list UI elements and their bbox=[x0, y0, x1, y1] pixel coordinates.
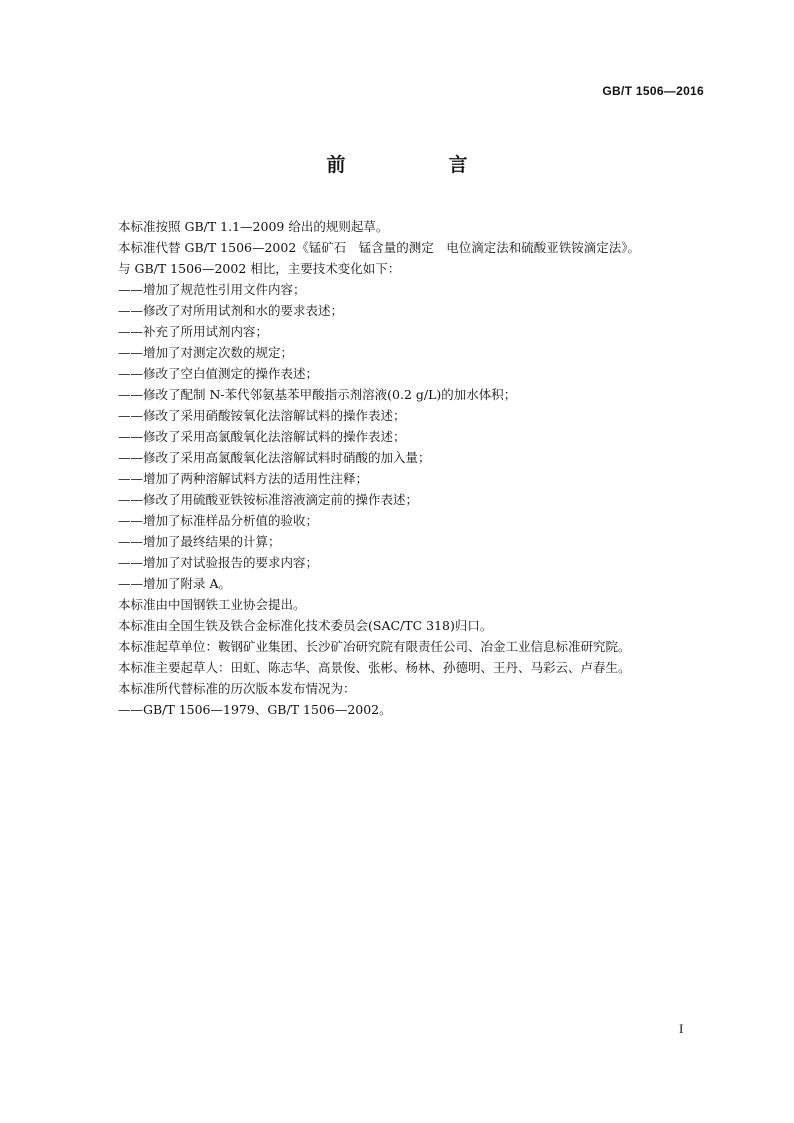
change-item: ——修改了采用高氯酸氧化法溶解试料时硝酸的加入量； bbox=[118, 450, 431, 465]
change-item: ——增加了附录 A。 bbox=[118, 576, 232, 591]
change-item: ——增加了标准样品分析值的验收； bbox=[118, 513, 319, 528]
paragraph-changes-intro: 与 GB/T 1506—2002 相比，主要技术变化如下： bbox=[118, 261, 401, 276]
change-item: ——增加了对试验报告的要求内容； bbox=[118, 555, 319, 570]
paragraph-drafters: 本标准主要起草人：田虹、陈志华、高景俊、张彬、杨林、孙德明、王丹、马彩云、卢春生。 bbox=[118, 660, 631, 675]
page-title: 前 言 bbox=[326, 154, 510, 176]
paragraph-proposer: 本标准由中国钢铁工业协会提出。 bbox=[118, 597, 306, 612]
change-item: ——增加了对测定次数的规定； bbox=[118, 345, 294, 360]
standard-number: GB/T 1506—2016 bbox=[602, 84, 704, 98]
change-item: ——修改了采用硝酸铵氧化法溶解试料的操作表述； bbox=[118, 408, 406, 423]
change-item: ——补充了所用试剂内容； bbox=[118, 324, 269, 339]
change-item: ——修改了采用高氯酸氧化法溶解试料的操作表述； bbox=[118, 429, 406, 444]
history-item: ——GB/T 1506—1979、GB/T 1506—2002。 bbox=[118, 702, 392, 717]
paragraph-replaces: 本标准代替 GB/T 1506—2002《锰矿石 锰含量的测定 电位滴定法和硫酸亚铁铵滴定法》。 bbox=[118, 240, 641, 255]
change-item: ——修改了配制 N-苯代邻氨基苯甲酸指示剂溶液(0.2 g/L)的加水体积； bbox=[118, 387, 517, 402]
change-item: ——修改了空白值测定的操作表述； bbox=[118, 366, 319, 381]
paragraph-drafting-units: 本标准起草单位：鞍钢矿业集团、长沙矿冶研究院有限责任公司、冶金工业信息标准研究院。 bbox=[118, 639, 631, 654]
page-number: I bbox=[679, 1021, 684, 1036]
change-item: ——增加了最终结果的计算； bbox=[118, 534, 281, 549]
change-item: ——增加了规范性引用文件内容； bbox=[118, 282, 306, 297]
change-item: ——修改了用硫酸亚铁铵标准溶液滴定前的操作表述； bbox=[118, 492, 419, 507]
change-item: ——增加了两种溶解试料方法的适用性注释； bbox=[118, 471, 369, 486]
paragraph-history-intro: 本标准所代替标准的历次版本发布情况为： bbox=[118, 681, 356, 696]
paragraph-committee: 本标准由全国生铁及铁合金标准化技术委员会(SAC/TC 318)归口。 bbox=[118, 618, 493, 633]
paragraph-drafting-rules: 本标准按照 GB/T 1.1—2009 给出的规则起草。 bbox=[118, 219, 389, 234]
change-item: ——修改了对所用试剂和水的要求表述； bbox=[118, 303, 344, 318]
foreword-body bbox=[118, 216, 718, 720]
